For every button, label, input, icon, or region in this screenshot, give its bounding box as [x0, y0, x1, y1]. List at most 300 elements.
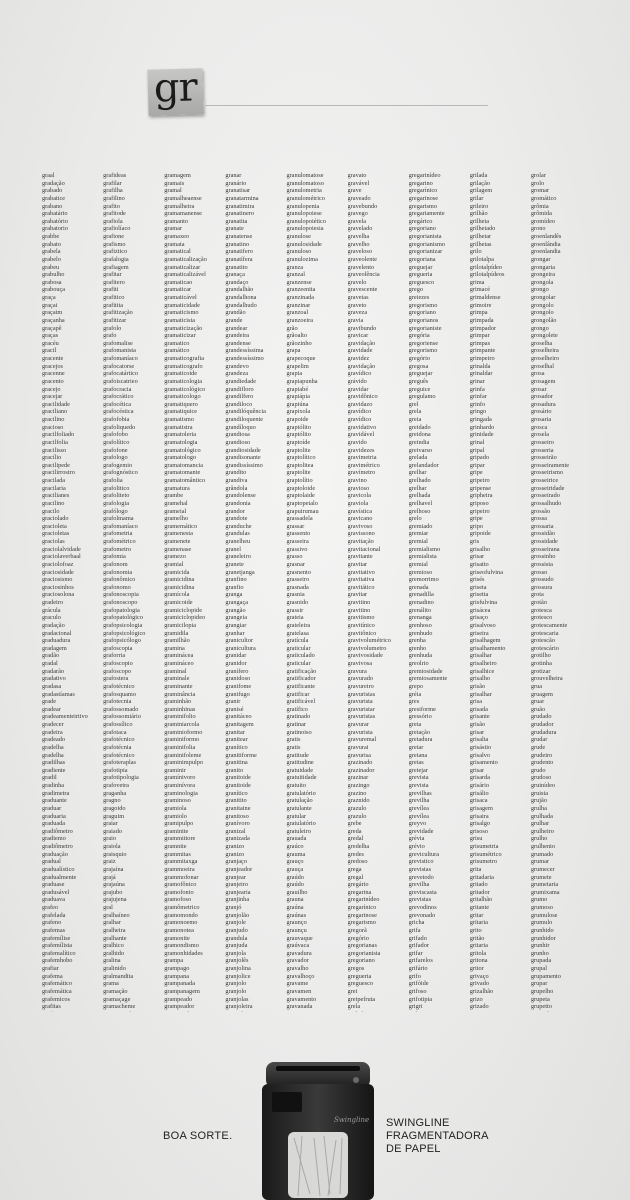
word: gramaçage [103, 995, 131, 1003]
word: gramiciclopideo [164, 614, 206, 622]
word: granitito [225, 797, 247, 805]
word: grifarelos [408, 957, 433, 965]
word: grisaço [469, 614, 488, 622]
word: gratificação [286, 667, 317, 675]
word: gregarino [408, 179, 433, 187]
word: gracilfolia [42, 438, 68, 446]
word: grasso [286, 553, 303, 561]
word: grisalhamento [469, 644, 506, 652]
word: grafonomo [103, 583, 131, 591]
word [225, 1011, 284, 1012]
word: grampa [164, 957, 184, 965]
word: granjolice [225, 972, 251, 980]
word: gravivolumétrico [347, 637, 391, 645]
word: grândola [225, 484, 248, 492]
word: gradativo [42, 675, 66, 683]
word: gravuristas [347, 713, 376, 721]
word: graminívora [164, 782, 195, 789]
word: gradastíamas [42, 690, 75, 698]
word: grizado [469, 1003, 489, 1011]
word: grandão [225, 309, 246, 317]
word: gregoriano [347, 957, 375, 965]
word: gregorianos [408, 316, 439, 324]
word: graminologia [164, 789, 198, 797]
word: gramínivoro [164, 774, 196, 782]
word: greta [408, 721, 422, 728]
word: grevetodo [408, 873, 434, 881]
word: gravidativo [347, 423, 377, 431]
word: grafomalise [103, 339, 133, 347]
word-column [409, 172, 468, 1012]
word: greindia [408, 438, 430, 446]
word: grafemílista [42, 942, 73, 950]
word: grafoiscatrieo [103, 377, 138, 385]
word: gradual [42, 858, 61, 866]
word: grafomaníaco [103, 522, 138, 530]
word: grapecoque [286, 355, 316, 362]
word: gracil [42, 347, 57, 355]
word: grasseira [286, 538, 309, 545]
word: gregulamo [408, 393, 436, 401]
word: grajujena [103, 896, 127, 904]
word: gravetas [347, 294, 369, 301]
word: granitiforme [225, 751, 257, 759]
word: graveolente [347, 255, 377, 263]
word: grinhardo [469, 423, 495, 431]
word: grandula [225, 934, 248, 942]
word: grauço [286, 858, 304, 866]
word: grosela [530, 431, 550, 439]
word-column [286, 172, 345, 1012]
word: graveloso [347, 248, 373, 256]
word: gramatico [164, 339, 190, 347]
word: grossidão [530, 530, 556, 538]
word: granjear [225, 873, 246, 881]
word: graminácea [164, 652, 194, 660]
word: gruagem [530, 690, 553, 698]
word: gral [103, 904, 113, 911]
word: graduante [42, 797, 67, 805]
word: gripoide [469, 530, 491, 538]
word: gregório [408, 355, 430, 362]
word: grossudo [530, 576, 554, 584]
word: gravadura [286, 949, 312, 957]
word: grauilho [286, 888, 308, 896]
word: gramatomancia [164, 461, 204, 469]
word: gravímetro [347, 469, 376, 477]
word: grafometro [103, 545, 132, 553]
word: graciliano [42, 408, 68, 416]
word: grafomia [103, 553, 126, 561]
word: granisé [225, 705, 244, 713]
word: granitaine [225, 804, 251, 812]
word: gramatura [164, 484, 190, 492]
word: grafocracia [103, 385, 132, 393]
word: graminite [164, 827, 189, 835]
word: grafemalítico [42, 949, 76, 957]
word: gramial [164, 560, 184, 568]
word: gratuitidade [286, 774, 317, 782]
word: gretas [408, 759, 424, 767]
word: gramatoleria [164, 431, 197, 439]
word: grévia [408, 835, 425, 843]
word: gramenesta [164, 530, 193, 538]
word: grapoide [286, 416, 309, 423]
word: granjaço [225, 858, 248, 866]
word: gravidazo [347, 400, 373, 408]
word: grenadilla [408, 591, 434, 599]
word: gravitativo [347, 568, 375, 576]
word: granulopenia [286, 202, 320, 210]
word: grevista [408, 782, 429, 789]
word: grangão [225, 606, 246, 614]
word: gritola [469, 949, 487, 957]
word: gramícola [164, 591, 190, 599]
word: granulometria [286, 187, 322, 195]
word: gregoriana [408, 255, 436, 263]
word: gravitação [347, 538, 374, 545]
word: grave [347, 187, 362, 195]
word: gracilisso [42, 446, 67, 454]
word: grafoscopia [103, 644, 133, 652]
word: gregarínico [408, 187, 438, 195]
word: grisada [469, 705, 488, 713]
word: graciolas [42, 538, 65, 545]
word: gravitante [347, 553, 373, 561]
word: grandear [225, 324, 248, 332]
word: grafelada [42, 911, 66, 919]
word: gris [469, 538, 480, 545]
word: grafopatologia [103, 606, 140, 614]
word: gramalheira [164, 202, 195, 210]
word: grafitero [103, 278, 125, 286]
word: grisumetro [469, 858, 498, 866]
word: gravamento [286, 995, 317, 1003]
word: granga [225, 591, 243, 599]
word: gregarismo [408, 202, 437, 210]
word: graganha [103, 789, 127, 797]
word: grafeno [42, 919, 62, 927]
word: grazinador [347, 766, 375, 774]
word: gradecer [42, 721, 64, 728]
word: grapa [286, 347, 301, 355]
word: granítico [225, 743, 248, 751]
word: gravídico [347, 370, 372, 378]
word: graminiformo [164, 736, 200, 744]
word: grimpas [469, 339, 491, 347]
word: grazulo [347, 812, 367, 820]
word: granatito [225, 263, 248, 271]
word: gracioso [42, 423, 64, 431]
word: gramomondo [164, 911, 198, 919]
word: gravato [347, 172, 367, 179]
word: grongolete [530, 332, 558, 340]
word: grisu [469, 835, 483, 843]
word: grafitar [103, 271, 122, 279]
word: gravivolumetro [347, 644, 387, 652]
word: gressório [408, 713, 432, 721]
word: greguês [408, 377, 429, 385]
word: granulométrico [286, 194, 325, 202]
word: greguejar [408, 370, 433, 378]
word: grisar [469, 553, 485, 561]
word: gracilidade [42, 400, 70, 408]
word: gramação [103, 987, 128, 995]
word: gratuidade [286, 766, 314, 774]
word: graisquio [103, 850, 127, 858]
word: gravurisa [347, 751, 371, 759]
word: grisante [469, 713, 490, 721]
word: grafitização [103, 309, 133, 317]
word: gradacional [42, 629, 72, 637]
word: grafitode [103, 210, 126, 218]
word: gramiolo [164, 812, 187, 820]
word: grafometria [103, 530, 133, 538]
word: gripense [469, 484, 492, 492]
word: grafoliteto [103, 492, 130, 500]
word: grevílea [408, 804, 429, 812]
word: gregorianista [347, 949, 381, 957]
word: grenho [408, 644, 427, 652]
word: gratulação [286, 797, 313, 805]
word: grafotipia [103, 766, 128, 774]
word: granjeiro [225, 881, 249, 889]
word: gramicidina [164, 576, 195, 584]
word: graminante [164, 682, 193, 690]
word: gradiemo [42, 835, 66, 843]
word: grapiapunha [286, 377, 318, 385]
word: granjolina [225, 965, 251, 972]
word: graduação [42, 850, 68, 858]
word: grafotipologia [103, 774, 139, 782]
word: granjuda [225, 942, 248, 950]
word: granifugo [225, 690, 250, 698]
word: graveado [347, 194, 371, 202]
word: griseta [469, 583, 487, 591]
word: grosseirado [530, 492, 560, 500]
word: gramonoemo [164, 919, 198, 927]
word: gregarinídeo [347, 896, 380, 904]
word: graptoloide [286, 484, 316, 492]
word: gremorrimo [408, 576, 439, 584]
word: granatifero [225, 248, 253, 256]
word: grandito [225, 469, 247, 477]
word: gramofônico [164, 881, 197, 889]
word: grosa [530, 370, 545, 378]
word: grammitas [164, 850, 191, 858]
word: grandilfero [225, 393, 254, 401]
word: gramaticável [164, 294, 197, 301]
word: graptopetalo [286, 499, 318, 507]
word: grafemática [42, 987, 72, 995]
word: gravuristar [347, 705, 375, 713]
word: gramelho [164, 515, 188, 523]
word: grangeia [225, 614, 248, 622]
word: grenha [408, 637, 426, 645]
word: gramaticao [164, 278, 193, 286]
word: grandioso [225, 438, 251, 446]
word: gromático [530, 194, 557, 202]
word: graveolência [347, 271, 380, 279]
word: gravureiro [347, 682, 374, 690]
word: grandiosidade [225, 446, 261, 454]
word: grabato [42, 240, 61, 248]
word: grafoscopio [103, 660, 133, 667]
word: granatimira [225, 202, 255, 210]
word: grimpar [469, 332, 490, 340]
word: grafólogo [103, 507, 128, 515]
word: grimacé [469, 286, 491, 294]
word: grisão [469, 721, 486, 728]
word: gramina [164, 644, 185, 652]
word: grevistas [408, 896, 432, 904]
word: gradeado [42, 736, 66, 744]
word: grumo [530, 896, 548, 904]
word: gramicida [164, 568, 190, 576]
word: gramondismo [164, 942, 199, 950]
word: granza [286, 263, 304, 271]
word: grudado [530, 713, 552, 721]
word: gravitino [347, 606, 371, 614]
word: granito [225, 766, 244, 774]
word: gramaticar [164, 286, 192, 294]
word: graptólito [286, 423, 311, 431]
word: gravitático [347, 583, 375, 591]
tagline: BOA SORTE. [163, 1130, 233, 1142]
word: grunhido [530, 926, 554, 934]
word: grafalogia [103, 255, 129, 263]
word: grupetto [530, 1003, 552, 1011]
word: gradinha [42, 782, 65, 789]
word: grisar [469, 728, 485, 736]
word: gramofonio [164, 888, 194, 896]
word: grandulas [225, 530, 250, 538]
word: gratuleiro [286, 827, 311, 835]
word: graúdo [286, 881, 304, 889]
word: grosseiridade [530, 484, 565, 492]
word: grumado [530, 850, 554, 858]
word: gramaticista [164, 316, 195, 324]
word: gravurista [347, 728, 373, 736]
word: grandessíssima [225, 347, 264, 355]
word: granidar [225, 652, 247, 660]
word: graúna [286, 904, 304, 911]
word: graal [42, 172, 55, 179]
word: gragno [103, 797, 121, 805]
word: gracioleta [42, 522, 67, 530]
word: grafocética [103, 400, 132, 408]
word: grãoalto [286, 332, 308, 340]
word: grelada [408, 454, 428, 462]
word: grotinha [530, 660, 552, 667]
word: gramonhidades [164, 949, 203, 957]
word: gravidar [347, 385, 369, 393]
word: grude [530, 743, 546, 751]
word: grossalhudo [530, 499, 562, 507]
word: granduche [225, 522, 252, 530]
word: grama [103, 980, 119, 988]
word: grimpador [469, 324, 496, 332]
word: gradusável [42, 888, 70, 896]
word: gritado [469, 881, 488, 889]
word: graveza [347, 309, 368, 317]
word: grito [469, 926, 482, 934]
word: grilhão [469, 210, 488, 218]
word: gramidila [164, 629, 189, 637]
word: grandonia [225, 499, 251, 507]
word: grabatário [42, 210, 68, 218]
word: grandeira [225, 332, 250, 340]
word: grafonom [103, 560, 128, 568]
word: gramático [164, 347, 190, 355]
word: grotilho [530, 652, 551, 660]
word: gramatismo [164, 416, 194, 423]
word: granate [225, 225, 244, 233]
word: gritante [469, 904, 489, 911]
word: graforria [103, 652, 126, 660]
word: gravurar [347, 721, 369, 728]
word: grosseirão [530, 454, 557, 462]
word: grotescaria [530, 629, 559, 637]
word: granatisar [225, 187, 251, 195]
word: gretadura [408, 736, 433, 744]
word-column [103, 172, 162, 1012]
word: graminale [164, 675, 190, 683]
word: graiar [103, 820, 118, 828]
word: grisalho [469, 545, 491, 553]
word: grampeador [164, 1003, 195, 1011]
word: grua [530, 682, 543, 690]
word: gracejo [42, 385, 61, 393]
word: grazingo [347, 782, 370, 789]
word: grifar [408, 949, 423, 957]
word: grasnento [286, 568, 311, 576]
word: grisão [469, 682, 486, 690]
word: grafosquamo [103, 690, 136, 698]
word: grandolense [225, 492, 256, 500]
word: granizada [225, 835, 250, 843]
word: gremialismo [408, 545, 441, 553]
word: granitear [225, 736, 248, 744]
word: graçaim [42, 309, 63, 317]
word: grafotaca [103, 728, 127, 736]
word: grafocatorse [103, 362, 135, 370]
word: grossão [530, 507, 551, 515]
word: grotizar [530, 667, 551, 675]
word: gratinoiso [286, 728, 312, 736]
word: grandeza [225, 370, 249, 378]
word: grandissíssimo [225, 461, 263, 469]
word: gravivosidade [347, 652, 383, 660]
word: grumecer [530, 865, 555, 873]
word: granjoleira [225, 1003, 253, 1011]
word [531, 1011, 590, 1012]
word: gracenne [42, 370, 65, 378]
word: graptolite [286, 446, 311, 454]
word: grota [530, 591, 544, 599]
word: grenanga [408, 614, 432, 622]
word: grafema [42, 972, 63, 980]
word: gritaria [469, 942, 488, 950]
word: grafonoscopo [103, 599, 138, 606]
word: granetjanga [225, 568, 255, 576]
word: granjolo [225, 980, 247, 988]
word: grumar [530, 858, 550, 866]
word: graveto [347, 301, 367, 309]
word: grevilhas [408, 789, 432, 797]
word: graminifolia [164, 743, 196, 751]
word: gravuristas [347, 690, 376, 698]
